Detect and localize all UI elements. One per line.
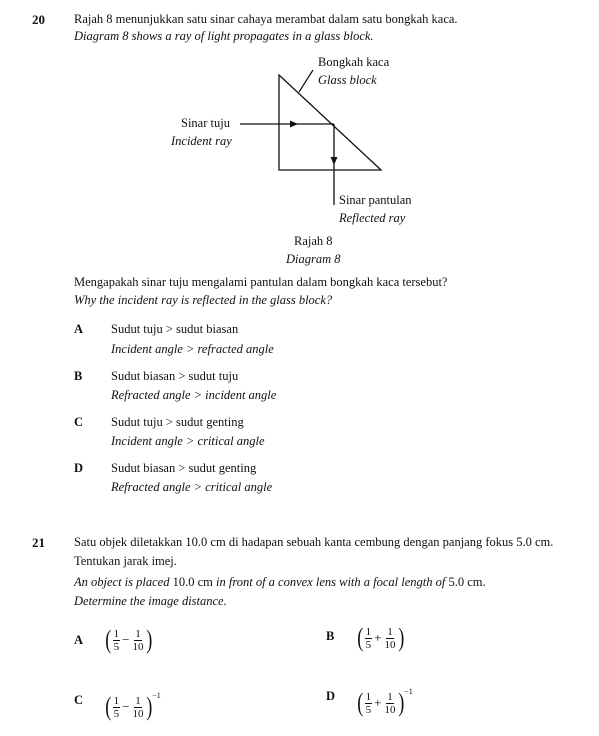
reflected-ray-label-ms: Sinar pantulan: [339, 193, 412, 207]
incident-ray-label-en: Incident ray: [171, 134, 232, 148]
q21-option-c-expression: [104, 690, 161, 721]
right-paren: ): [145, 625, 152, 654]
operator: −: [122, 699, 130, 714]
q20-option-b-letter[interactable]: B: [74, 369, 83, 383]
exponent: −1: [152, 690, 161, 700]
operator: +: [374, 630, 382, 645]
q21-option-b-expression: [356, 625, 405, 651]
right-paren: ): [397, 688, 404, 717]
question-21-stem-en-2: Determine the image distance.: [74, 594, 227, 608]
q20-option-a-en: Incident angle > refracted angle: [111, 342, 274, 356]
question-20-ask-ms: Mengapakah sinar tuju mengalami pantulan dalam bongkah kaca tersebut?: [74, 275, 448, 289]
q21-option-d-letter[interactable]: D: [326, 689, 336, 703]
fraction: $\frac{1}{5}$: [113, 694, 120, 720]
reflected-ray-label-en: Reflected ray: [339, 211, 406, 225]
question-21-stem-ms-2: Tentukan jarak imej.: [74, 554, 177, 568]
q21-stem-en-part-b: 10.0 cm: [172, 575, 213, 589]
operator: −: [122, 632, 130, 647]
fraction: $\frac{1}{5}$: [365, 690, 372, 716]
left-paren: (: [357, 688, 364, 717]
glass-block-pointer: [299, 70, 313, 92]
diagram-caption-en: Diagram 8: [286, 252, 341, 266]
fraction: $\frac{1}{10}$: [384, 690, 396, 716]
left-paren: (: [357, 623, 364, 652]
q21-option-d-expression: [356, 686, 413, 717]
q20-option-a-ms: Sudut tuju > sudut biasan: [111, 322, 239, 336]
question-21-stem-ms-1: Satu objek diletakkan 10.0 cm di hadapan sebuah kanta cembung dengan panjang fokus 5.0 cm.: [74, 535, 554, 549]
incident-ray-label-ms: Sinar tuju: [181, 116, 230, 130]
exponent: −1: [404, 686, 413, 696]
fraction: $\frac{1}{10}$: [132, 694, 144, 720]
q21-stem-en-part-a: An object is placed: [74, 575, 173, 589]
right-paren: ): [145, 692, 152, 721]
fraction: $\frac{1}{10}$: [132, 627, 144, 653]
question-20-stem-en: Diagram 8 shows a ray of light propagates in a glass block.: [74, 29, 374, 43]
q20-option-d-en: Refracted angle > critical angle: [111, 480, 273, 494]
q21-stem-en-part-d: 5.0 cm.: [448, 575, 486, 589]
right-paren: ): [397, 623, 404, 652]
diagram-caption-ms: Rajah 8: [294, 234, 333, 248]
left-paren: (: [105, 625, 112, 654]
q21-option-b-letter[interactable]: B: [326, 629, 335, 643]
question-20-number: 20: [32, 12, 45, 27]
q21-option-a-expression: [104, 627, 153, 653]
operator: +: [374, 695, 382, 710]
q21-option-a-letter[interactable]: A: [74, 633, 84, 647]
fraction: $\frac{1}{5}$: [113, 627, 120, 653]
q20-option-b-en: Refracted angle > incident angle: [111, 388, 277, 402]
glass-block-label-en: Glass block: [318, 73, 377, 87]
q20-option-c-letter[interactable]: C: [74, 415, 84, 429]
fraction: $\frac{1}{5}$: [365, 625, 372, 651]
q20-option-c-ms: Sudut tuju > sudut genting: [111, 415, 244, 429]
question-21-stem-en-1: [74, 575, 486, 590]
q20-option-a-letter[interactable]: A: [74, 322, 84, 336]
question-21-number: 21: [32, 535, 45, 550]
q20-option-c-en: Incident angle > critical angle: [111, 434, 265, 448]
q21-option-c-letter[interactable]: C: [74, 693, 84, 707]
question-20-ask-en: Why the incident ray is reflected in the glass block?: [74, 293, 333, 307]
left-paren: (: [105, 692, 112, 721]
q20-option-d-letter[interactable]: D: [74, 461, 84, 475]
q20-option-b-ms: Sudut biasan > sudut tuju: [111, 369, 239, 383]
fraction: $\frac{1}{10}$: [384, 625, 396, 651]
question-20-stem-ms: Rajah 8 menunjukkan satu sinar cahaya merambat dalam satu bongkah kaca.: [74, 12, 458, 26]
incident-ray-arrow: [290, 121, 298, 128]
q20-option-d-ms: Sudut biasan > sudut genting: [111, 461, 257, 475]
reflected-ray-arrow: [331, 157, 338, 165]
q21-stem-en-part-c: in front of a convex lens with a focal length of: [212, 575, 449, 589]
glass-block-label-ms: Bongkah kaca: [318, 55, 390, 69]
